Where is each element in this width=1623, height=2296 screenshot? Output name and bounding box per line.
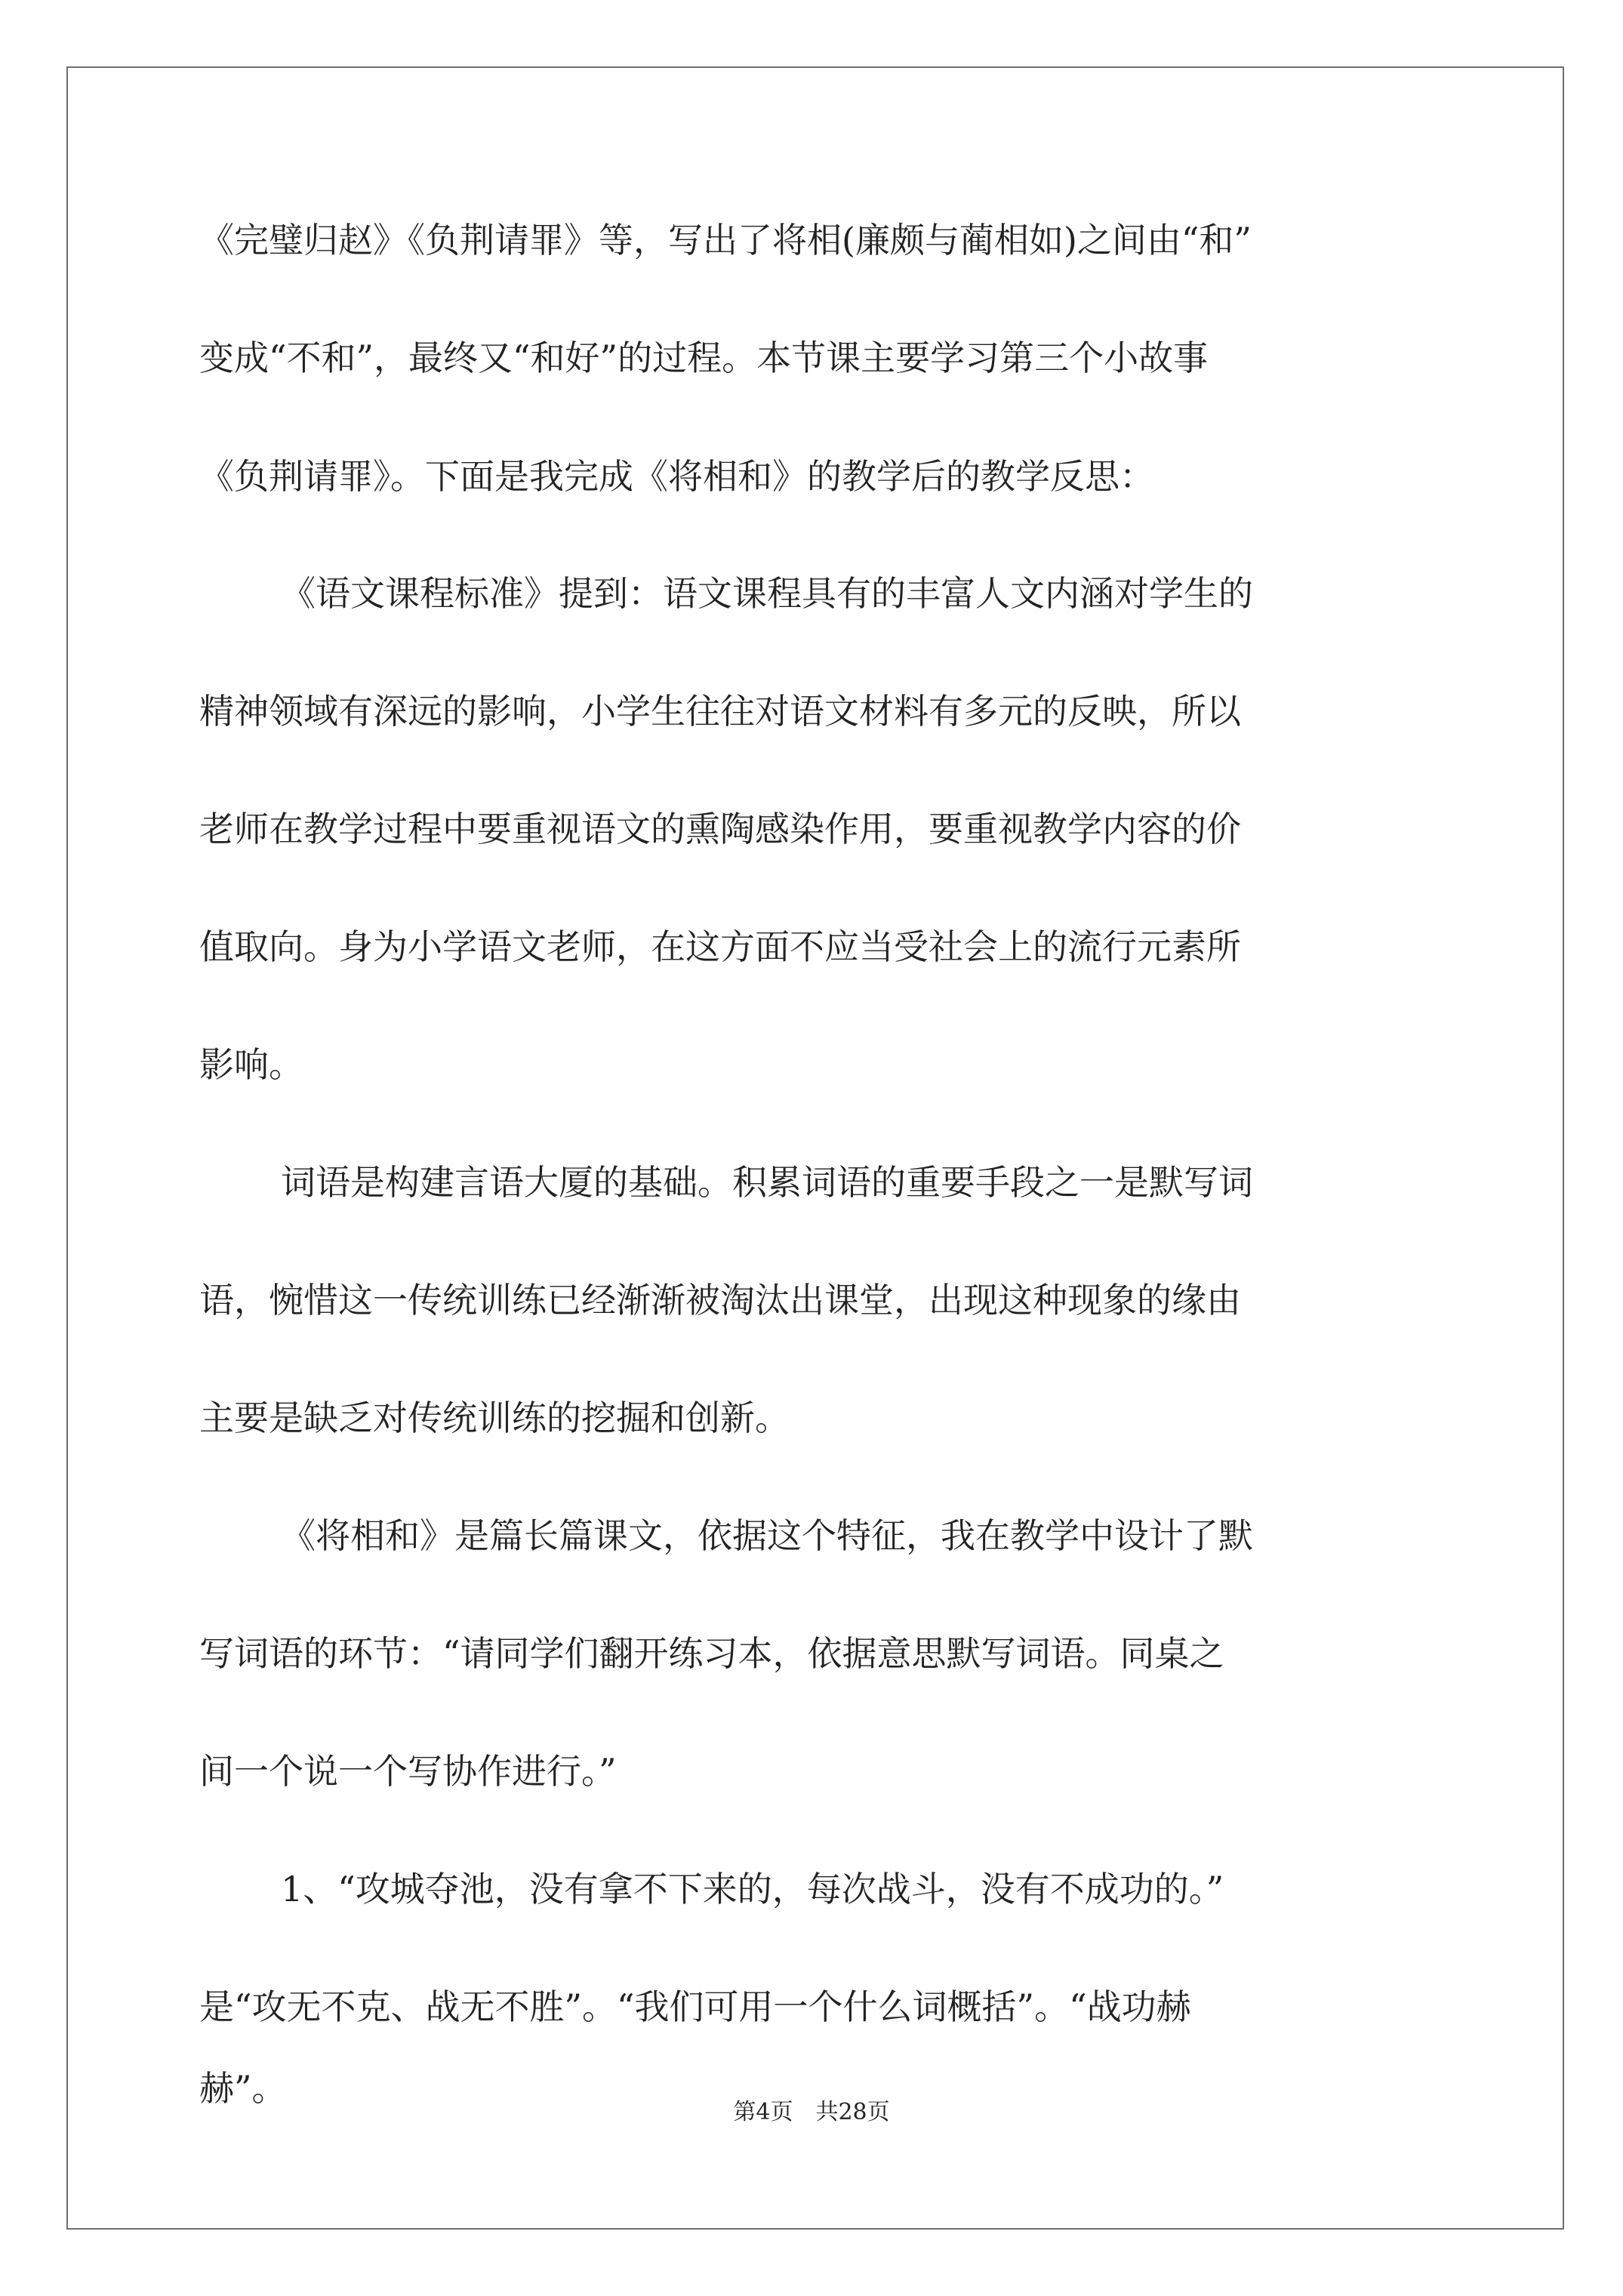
text-line: 老师在教学过程中要重视语文的熏陶感染作用，要重视教学内容的价 <box>199 809 1241 849</box>
text-line: 间一个说一个写协作进行。” <box>199 1751 617 1792</box>
text-line: 写词语的环节：“请同学们翻开练习本，依据意思默写词语。同桌之 <box>199 1633 1224 1674</box>
paragraph-start-line: 词语是构建言语大厦的基础。积累词语的重要手段之一是默写词 <box>281 1162 1253 1203</box>
text-line: 精神领域有深远的影响，小学生往往对语文材料有多元的反映，所以 <box>199 691 1241 732</box>
text-line: 语，惋惜这一传统训练已经渐渐被淘汰出课堂，出现这种现象的缘由 <box>199 1280 1241 1321</box>
paragraph-start-line: 1、“攻城夺池，没有拿不下来的，每次战斗，没有不成功的。” <box>281 1869 1224 1909</box>
text-line: 主要是缺乏对传统训练的挖掘和创新。 <box>199 1398 790 1438</box>
page-footer <box>0 2097 1623 2128</box>
text-line: 《完璧归赵》《负荆请罪》等，写出了将相(廉颇与蔺相如)之间由“和” <box>199 220 1252 260</box>
text-line: 《负荆请罪》。下面是我完成《将相和》的教学后的教学反思： <box>199 456 1154 497</box>
text-line: 是“攻无不克、战无不胜”。“我们可用一个什么词概括”。“战功赫 <box>199 1986 1191 2027</box>
page-total: 共28页 <box>815 2099 890 2125</box>
paragraph-start-line: 《语文课程标准》提到：语文课程具有的丰富人文内涵对学生的 <box>281 573 1253 614</box>
text-line: 变成“不和”，最终又“和好”的过程。本节课主要学习第三个小故事 <box>199 337 1209 378</box>
page-number: 第4页 <box>733 2099 793 2125</box>
text-line: 赫”。 <box>199 2068 287 2109</box>
text-line: 影响。 <box>199 1044 303 1085</box>
paragraph-start-line: 《将相和》是篇长篇课文，依据这个特征，我在教学中设计了默 <box>281 1515 1253 1556</box>
text-line: 值取向。身为小学语文老师，在这方面不应当受社会上的流行元素所 <box>199 926 1241 967</box>
